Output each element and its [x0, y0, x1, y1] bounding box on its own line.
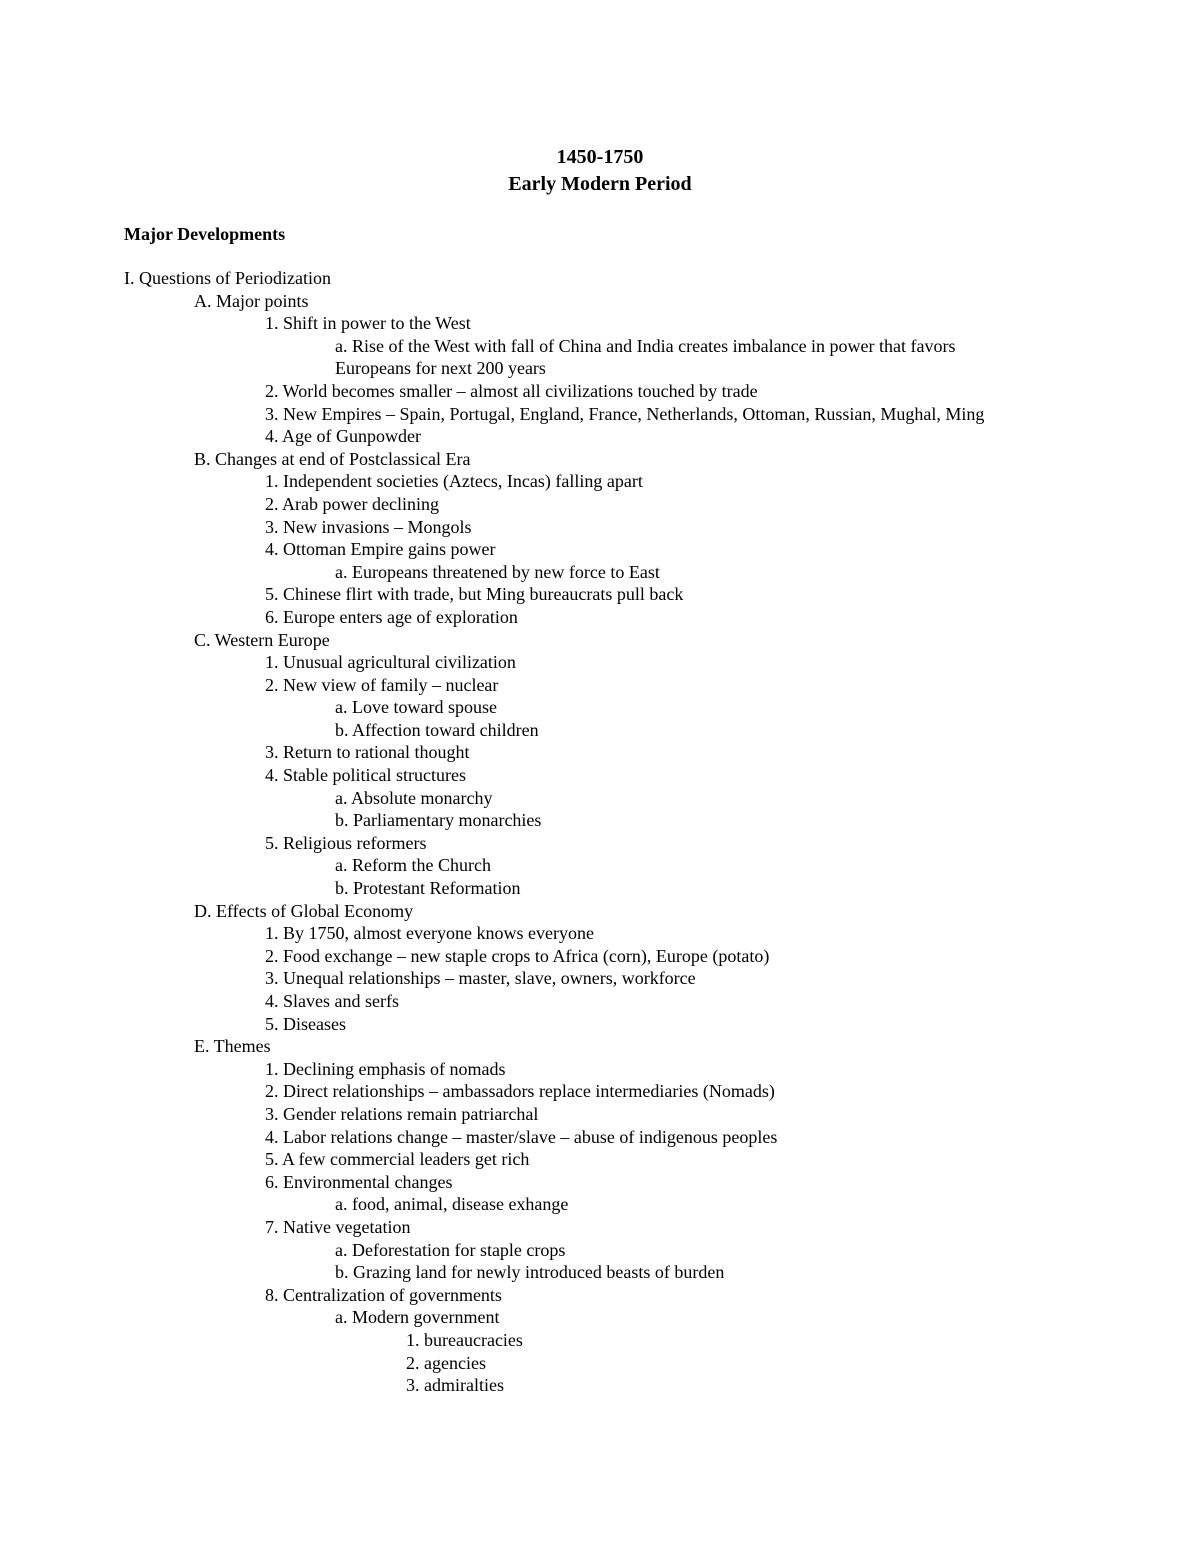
outline-item: 8. Centralization of governments [265, 1284, 502, 1305]
outline-item: 3. New invasions – Mongols [265, 516, 472, 537]
outline-item: 3. admiralties [406, 1375, 504, 1396]
outline-item: b. Protestant Reformation [335, 878, 521, 899]
outline-item: 2. New view of family – nuclear [265, 674, 499, 695]
outline-item: 4. Labor relations change – master/slave – abuse of indigenous peoples [265, 1126, 778, 1147]
outline-item: 4. Slaves and serfs [265, 991, 399, 1011]
outline-item: a. Reform the Church [335, 855, 491, 876]
outline-item: 1. Independent societies (Aztecs, Incas) falling apart [265, 471, 643, 492]
outline-item: 1. Shift in power to the West [265, 313, 471, 334]
outline-item: a. Deforestation for staple crops [335, 1239, 566, 1260]
outline-item: b. Affection toward children [335, 719, 539, 740]
outline-item: 4. Ottoman Empire gains power [265, 539, 496, 560]
outline-item: 5. Religious reformers [265, 832, 427, 853]
outline-item: 5. Diseases [265, 1013, 346, 1034]
outline-item: Europeans for next 200 years [335, 358, 546, 379]
outline-item: 5. Chinese flirt with trade, but Ming bureaucrats pull back [265, 584, 684, 605]
outline-item: A. Major points [194, 290, 309, 311]
outline-item: 6. Europe enters age of exploration [265, 606, 518, 627]
outline-item: b. Grazing land for newly introduced beasts of burden [335, 1262, 725, 1283]
outline-item: a. Modern government [335, 1307, 500, 1328]
outline-item: 2. World becomes smaller – almost all civilizations touched by trade [265, 380, 758, 401]
outline-item: 4. Age of Gunpowder [265, 426, 421, 447]
outline-item: 7. Native vegetation [265, 1216, 411, 1237]
outline-item: I. Questions of Periodization [124, 268, 331, 288]
outline-item: a. Europeans threatened by new force to East [335, 561, 660, 582]
outline-item: 2. Direct relationships – ambassadors replace intermediaries (Nomads) [265, 1081, 775, 1102]
outline-item: D. Effects of Global Economy [194, 900, 414, 921]
outline-item: 4. Stable political structures [265, 765, 466, 786]
title-years: 1450-1750 [556, 146, 644, 168]
outline-item: B. Changes at end of Postclassical Era [194, 448, 471, 469]
outline-item: 5. A few commercial leaders get rich [265, 1149, 530, 1170]
section-heading: Major Developments [124, 224, 286, 244]
outline-item: 2. agencies [406, 1352, 486, 1373]
outline-item: a. Absolute monarchy [335, 787, 493, 808]
outline-item: 1. Declining emphasis of nomads [265, 1058, 506, 1079]
outline-item: 3. New Empires – Spain, Portugal, England, France, Netherlands, Ottoman, Russian, Mughal, Ming [265, 403, 985, 424]
outline-item: 2. Arab power declining [265, 493, 439, 514]
outline-item: 3. Gender relations remain patriarchal [265, 1103, 539, 1124]
outline-item: C. Western Europe [194, 629, 330, 650]
outline-item: 1. bureaucracies [406, 1329, 523, 1350]
outline-item: 3. Return to rational thought [265, 742, 470, 763]
outline-item: a. food, animal, disease exhange [335, 1194, 569, 1215]
outline-item: 1. Unusual agricultural civilization [265, 652, 516, 673]
outline-item: 6. Environmental changes [265, 1171, 453, 1192]
outline-item: 2. Food exchange – new staple crops to Africa (corn), Europe (potato) [265, 945, 770, 966]
outline-item: b. Parliamentary monarchies [335, 810, 542, 831]
outline-item: 1. By 1750, almost everyone knows everyone [265, 923, 594, 944]
outline-item: 3. Unequal relationships – master, slave, owners, workforce [265, 968, 696, 989]
outline-item: a. Rise of the West with fall of China and India creates imbalance in power that favors [335, 335, 956, 356]
outline-list [0, 267, 1200, 1397]
outline-item: E. Themes [194, 1036, 271, 1057]
title-period: Early Modern Period [508, 173, 692, 195]
outline-item: a. Love toward spouse [335, 697, 497, 718]
